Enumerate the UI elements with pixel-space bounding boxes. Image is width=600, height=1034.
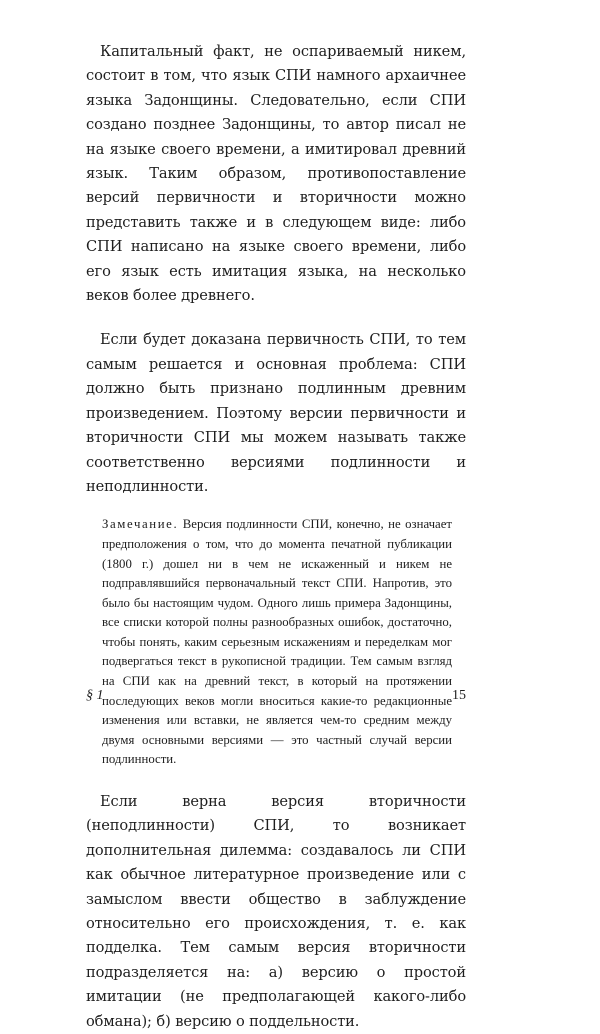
page-body bbox=[86, 40, 466, 1034]
paragraph-1: Капитальный факт, не оспариваемый никем, состоит в том, что язык СПИ намного архаичнее языка Задонщины. Следовательно, если СПИ создано позднее Задонщины, то автор писал не на языке своего времени, а имитировал древний язык. Таким образом, противопоставление версий первичности и вторичности можно представить также и в следующем виде: либо СПИ написано на языке своего времени, либо его язык есть имитация языка, на несколько веков более древнего. bbox=[86, 43, 466, 305]
paragraph-2: Если будет доказана первичность СПИ, то тем самым решается и основная проблема: СПИ должно быть признано подлинным древним произведением. Поэтому версии первичности и вторичности СПИ мы можем называть также соответственно версиями подлинности и неподлинности. bbox=[86, 331, 466, 495]
page-number: 15 bbox=[452, 688, 466, 703]
paragraph-3: Если верна версия вторичности (неподлинности) СПИ, то возникает дополнительная дилемма: создавалось ли СПИ как обычное литературное произведение или с замыслом ввести общество в заблуждение относительно его происхождения, т. е. как подделка. Тем самым версия вторичности подразделяется на: а) версию о простой имитации (не предполагающей какого-либо обмана); б) версию о поддельности. bbox=[86, 793, 466, 1030]
remark-note bbox=[102, 515, 452, 770]
section-marker: § 1 bbox=[86, 688, 104, 703]
remark-text: Версия подлинности СПИ, конечно, не означает предположения о том, что до момента печатной публикации (1800 г.) дошел ни в чем не искаженный и никем не подправлявшийся первоначальный текст СПИ. Напротив, это было бы настоящим чудом. Одного лишь примера Задонщины, все списки которой полны разнообразных ошибок, достаточно, чтобы понять, каким серьезным искажениям и переделкам мог подвергаться текст в рукописной традиции. Тем самым взгляд на СПИ как на древний текст, в который на протяжении последующих веков могли вноситься какие-то редакционные изменения или вставки, не является чем-то средним между двумя основными версиями — это частный случай версии подлинности. bbox=[102, 517, 452, 767]
page-footer bbox=[86, 688, 466, 704]
remark-label: Замечание. bbox=[102, 517, 179, 532]
